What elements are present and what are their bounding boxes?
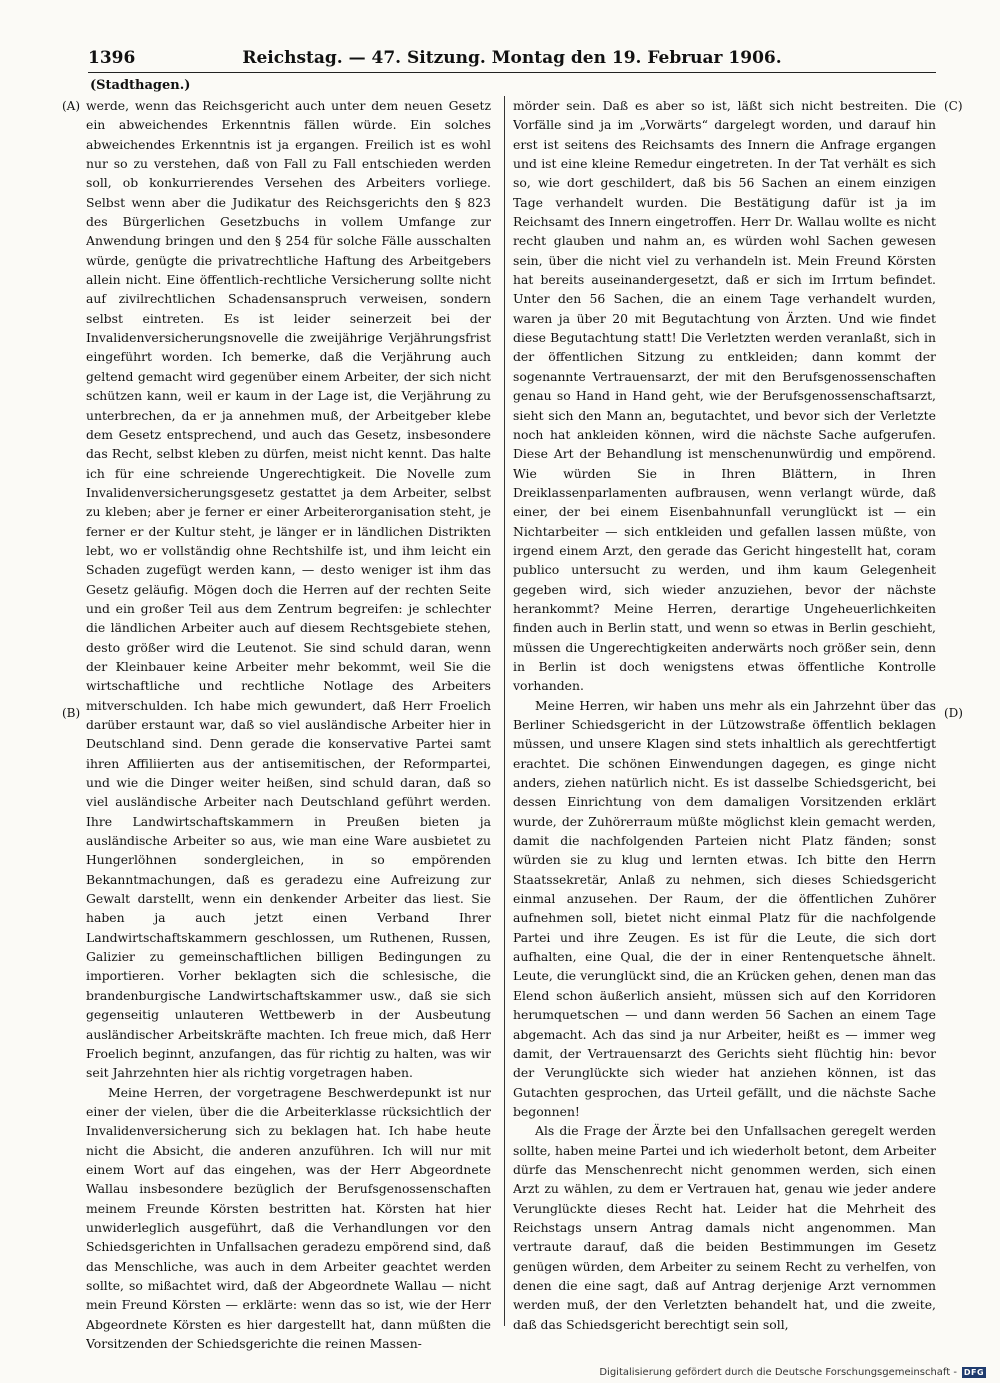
- left-column: [86, 96, 491, 1358]
- column-divider: [504, 96, 505, 1326]
- margin-marker-c: (C): [944, 99, 963, 113]
- margin-marker-a: (A): [62, 99, 81, 113]
- running-title: Reichstag. — 47. Sitzung. Montag den 19. Februar 1906.: [242, 48, 782, 68]
- footer-credit: Digitalisierung gefördert durch die Deutsche Forschungsgemeinschaft -: [599, 1366, 957, 1378]
- right-paragraph-1: mörder sein. Daß es aber so ist, läßt sich nicht bestreiten. Die Vorfälle sind ja im „Vorwärts“ dargelegt worden, und darauf hin erst ist seitens des Reichsamts des Innern die Anfrage ergangen und ist eine kleine Remedur eingetreten. In der Tat verhält es sich so, wie dort geschildert, daß bis 56 Sachen an einem einzigen Tage verhandelt wurden. Die Bestätigung dafür ist ja im Reichsamt des Innern eingetroffen. Herr Dr. Wallau wollte es nicht recht glauben und nahm an, es würden wohl Sachen gewesen sein, über die nicht viel zu verhandeln ist. Mein Freund Körsten hat bereits auseinandergesetzt, daß er sich im Irrtum befindet. Unter den 56 Sachen, die an einem Tage verhandelt wurden, waren ja über 20 mit Begutachtung von Ärzten. Und wie findet diese Begutachtung statt! Die Verletzten werden veranlaßt, sich in der öffentlichen Sitzung zu entkleiden; dann kommt der sogenannte Vertrauensarzt, der mit den Berufsgenossenschaften genau so Hand in Hand geht, wie der Berufsgenossenschaftsarzt, sieht sich den Mann an, begutachtet, und bevor sich der Verletzte noch hat ankleiden können, wird die nächste Sache aufgerufen. Diese Art der Behandlung ist menschenunwürdig und empörend. Wie würden Sie in Ihren Blättern, in Ihren Dreiklassenparlamenten aufbrausen, wenn verlangt würde, daß einer, der bei einem Eisenbahnunfall verunglückt ist — ein Nichtarbeiter — sich entkleiden und gefallen lassen müßte, von irgend einem Arzt, den gerade das Gericht hingestellt hat, coram publico untersucht zu werden, und ihm kaum Gelegenheit gegeben wird, sich wieder anzuziehen, bevor der nächste herankommt? Meine Herren, derartige Ungeheuerlichkeiten finden auch in Berlin statt, und wenn so etwas in Berlin geschieht, müssen die Ungerechtigkeiten anderwärts noch größer sein, denn in Berlin ist doch wenigstens etwas öffentliche Kontrolle vorhanden.: [513, 98, 936, 694]
- speaker-name: (Stadthagen.): [90, 78, 191, 93]
- page-header: [88, 46, 936, 73]
- right-column: [513, 96, 936, 1358]
- dfg-logo: DFG: [963, 1367, 985, 1377]
- right-paragraph-3: Als die Frage der Ärzte bei den Unfallsachen geregelt werden sollte, haben meine Partei und ich wiederholt betont, dem Arbeiter dürfe das Menschenrecht nicht genommen werden, sich einen Arzt zu wählen, zu dem er Vertrauen hat, genau wie jeder andere Verunglückte dieses Recht hat. Leider hat die Mehrheit des Reichstags unsern Antrag damals nicht angenommen. Man vertraute darauf, daß die beiden Bestimmungen im Gesetz genügen würden, dem Arbeiter zu seinem Recht zu verhelfen, von denen die eine sagt, daß auf Antrag derjenige Arzt vernommen werden muß, der den Verletzten behandelt hat, und die zweite, daß das Schiedsgericht berechtigt sein soll,: [513, 1123, 936, 1332]
- page-number: 1396: [88, 48, 136, 68]
- right-paragraph-2: Meine Herren, wir haben uns mehr als ein Jahrzehnt über das Berliner Schiedsgericht in der Lützowstraße öffentlich beklagen müssen, und unsere Klagen sind stets inhaltlich als gerechtfertigt erachtet. Die schönen Einwendungen dagegen, es ginge nicht anders, ziehen natürlich nicht. Es ist dasselbe Schiedsgericht, bei dessen Einrichtung von dem damaligen Vorsitzenden erklärt wurde, der Zuhörerraum müßte möglichst klein gemacht werden, damit die nachfolgenden Parteien nicht Platz fänden; sonst würden sie zu klug und lernten etwas. Ich bitte den Herrn Staatssekretär, Anlaß zu nehmen, sich dieses Schiedsgericht einmal anzusehen. Der Raum, der die öffentlichen Zuhörer aufnehmen soll, bietet nicht einmal Platz für die nachfolgende Partei und ihre Zeugen. Es ist für die Leute, die sich dort aufhalten, eine Qual, die der in einer Rentenquetsche ähnelt. Leute, die verunglückt sind, die an Krücken gehen, denen man das Elend schon äußerlich ansieht, müssen sich auf den Korridoren herumquetschen — und dann werden 56 Sachen an einem Tage abgemacht. Ach das sind ja nur Arbeiter, heißt es — immer weg damit, der Vertrauensarzt des Gerichts sieht flüchtig hin: bevor der Verunglückte sich wieder hat anziehen können, ist das Gutachten gesprochen, das Urteil gefällt, und die nächste Sache begonnen!: [513, 697, 936, 1119]
- left-paragraph-2: Meine Herren, der vorgetragene Beschwerdepunkt ist nur einer der vielen, über die die Arbeiterklasse rücksichtlich der Invalidenversicherung sich zu beklagen hat. Ich habe heute nicht die Absicht, die anderen anzuführen. Ich will nur mit einem Wort auf das eingehen, was der Herr Abgeordnete Wallau insbesondere bezüglich der Berufsgenossenschaften meinem Freunde Körsten bestritten hat. Körsten hat hier unwiderleglich ausgeführt, daß die Verhandlungen vor den Schiedsgerichten in Unfallsachen geradezu empörend sind, daß das Menschliche, was auch in dem Arbeiter geachtet werden sollte, so mißachtet wird, daß der Abgeordnete Wallau — nicht mein Freund Körsten — erklärte: wenn das so ist, wie der Herr Abgeordnete Körsten es hier dargestellt hat, dann müßten die Vorsitzenden der Schiedsgerichte die reinen Massen-: [86, 1084, 491, 1351]
- left-paragraph-1: werde, wenn das Reichsgericht auch unter dem neuen Gesetz ein abweichendes Erkenntnis fällen würde. Ein solches abweichendes Erkenntnis ist ja ergangen. Freilich ist es wohl nur so zu verstehen, daß von Fall zu Fall entschieden werden soll, ob konkurrierendes Versehen des Arbeiters vorliege. Selbst wenn aber die Judikatur des Reichsgerichts den § 823 des Bürgerlichen Gesetzbuchs in vollem Umfange zur Anwendung bringen und den § 254 für solche Fälle ausschalten würde, genügte die privatrechtliche Haftung des Arbeitgebers allein nicht. Eine öffentlich-rechtliche Versicherung sollte nicht auf zivilrechtlichen Schadensanspruch verweisen, sondern selbst eintreten. Es ist leider seinerzeit bei der Invalidenversicherungsnovelle die zweijährige Verjährungsfrist eingeführt worden. Ich bemerke, daß die Verjährung auch geltend gemacht wird gegenüber einem Arbeiter, der sich nicht schützen kann, weil er kaum in der Lage ist, die Verjährung zu unterbrechen, da er ja annehmen muß, der Arbeitgeber klebe dem Gesetz entsprechend, und auch das Gesetz, insbesondere das Recht, selbst kleben zu dürfen, meist nicht kennt. Das halte ich für eine schreiende Ungerechtigkeit. Die Novelle zum Invalidenversicherungsgesetz gestattet ja dem Arbeiter, selbst zu kleben; aber je ferner er einer Arbeiterorganisation steht, je ferner er der Kultur steht, je länger er in ländlichen Distrikten lebt, wo er vollständig ohne Rechtshilfe ist, und ihm leicht ein Schaden zugefügt werden kann, — desto weniger ist ihm das Gesetz geläufig. Mögen doch die Herren auf der rechten Seite und ein großer Teil aus dem Zentrum begreifen: je schlechter die ländlichen Arbeiter auch auf diesem Rechtsgebiete stehen, desto größer wird die Leutenot. Sie sind schuld daran, wenn der Kleinbauer keine Arbeiter mehr bekommt, weil Sie die wirtschaftliche und rechtliche Notlage des Arbeiters mitverschulden. Ich habe mich gewundert, daß Herr Froelich darüber erstaunt war, daß so viel ausländische Arbeiter hier in Deutschland sind. Denn gerade die konservative Partei samt ihren Affiliierten aus der antisemitischen, der Reformpartei, und wie die Dinger weiter heißen, sind schuld daran, daß so viel ausländische Arbeiter nach Deutschland geführt werden. Ihre Landwirtschaftskammern in Preußen bieten ja ausländische Arbeiter so aus, wie man eine Ware ausbietet zu Hungerlöhnen sondergleichen, in so empörenden Bekanntmachungen, daß es geradezu eine Aufreizung zur Gewalt darstellt, wenn ein denkender Arbeiter das liest. Sie haben ja auch jetzt einen Verband Ihrer Landwirtschaftskammern geschlossen, um Ruthenen, Russen, Galizier zu gemeinschaftlichen billigen Bedingungen zu importieren. Vorher beklagten sich die schlesische, die brandenburgische Landwirtschaftskammer usw., daß sie sich gegenseitig unlauteren Wettbewerb in der Ausbeutung ausländischer Arbeitskräfte machten. Ich freue mich, daß Herr Froelich beginnt, anzufangen, das für richtig zu halten, was wir seit Jahrzehnten hier als richtig vorgetragen haben.: [86, 98, 491, 1081]
- margin-marker-d: (D): [944, 706, 963, 720]
- margin-marker-b: (B): [62, 706, 81, 720]
- footer: [599, 1364, 986, 1380]
